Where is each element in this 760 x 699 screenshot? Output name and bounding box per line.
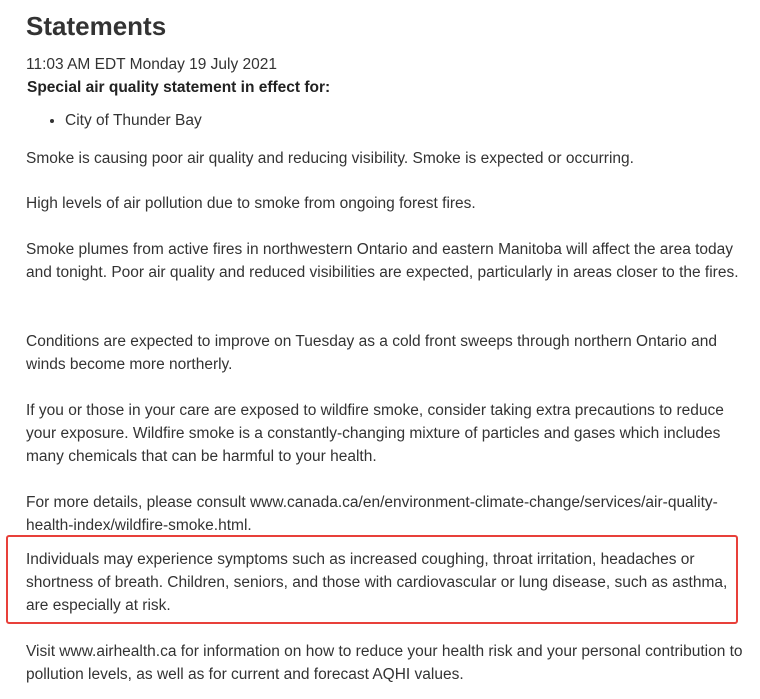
paragraph-more-details: For more details, please consult www.canada.ca/en/environment-climate-change/services/air-quality-health-index/wildfire-smoke.html. <box>26 494 718 534</box>
paragraph-smoke-conditions: Smoke is causing poor air quality and reducing visibility. Smoke is expected or occurring. <box>26 150 634 167</box>
list-item: • City of Thunder Bay <box>65 111 202 131</box>
paragraph-improvement-forecast: Conditions are expected to improve on Tuesday as a cold front sweeps through northern Ontario and winds become more northerly. <box>26 333 718 373</box>
statement-headline: Special air quality statement in effect for: <box>27 79 331 96</box>
issued-timestamp: 11:03 AM EDT Monday 19 July 2021 <box>26 56 278 73</box>
paragraph-precautions: If you or those in your care are exposed to wildfire smoke, consider taking extra precautions to reduce your exposure. Wildfire smoke is a constantly-changing mixture of particles and gases which includes many chemicals that can be harmful to your health. <box>26 402 724 465</box>
affected-regions-list <box>26 111 202 131</box>
paragraph-pollution-source: High levels of air pollution due to smoke from ongoing forest fires. <box>26 195 476 212</box>
paragraph-airhealth-info: Visit www.airhealth.ca for information on how to reduce your health risk and your personal contribution to pollution levels, as well as for current and forecast AQHI values. <box>26 643 743 683</box>
highlight-annotation-box <box>6 535 738 624</box>
paragraph-smoke-plumes: Smoke plumes from active fires in northwestern Ontario and eastern Manitoba will affect the area today and tonight. Poor air quality and reduced visibilities are expected, particularly in areas closer to the fires. <box>26 241 739 281</box>
page-title: Statements <box>26 11 167 41</box>
paragraph-health-symptoms: Individuals may experience symptoms such as increased coughing, throat irritation, headaches or shortness of breath. Children, seniors, and those with cardiovascular or lung disease, such as asthma, are especially at risk. <box>26 551 728 614</box>
